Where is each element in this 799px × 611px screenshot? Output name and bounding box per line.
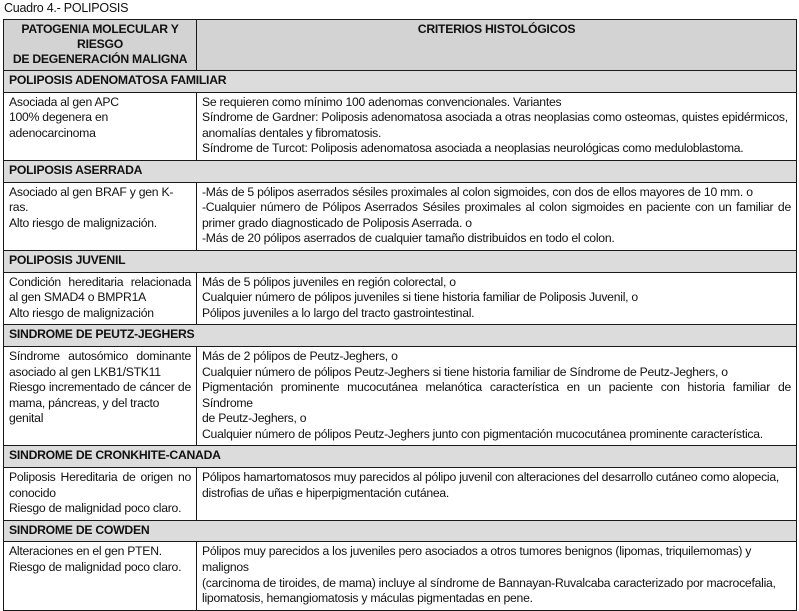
criterios-line: Cualquier número de pólipos Peutz-Jeghers si tiene historia familiar de Síndrome de Peutz-Jeghers, o	[202, 364, 728, 379]
section-title: SINDROME DE COWDEN	[4, 520, 797, 542]
criterios-line: Síndrome de Gardner: Poliposis adenomatosa asociada a otras neoplasias como osteomas, quistes epidérmicos,	[202, 110, 788, 125]
criterios-line: distrofias de uñas e hiperpigmentación cutánea.	[202, 485, 450, 500]
patogenia-line: Riesgo incrementado de cáncer de	[9, 380, 191, 395]
section-title-row	[4, 250, 797, 272]
criterios-line: Pigmentación prominente mucocutánea melanótica característica en un paciente con historia familiar de Síndrome	[202, 380, 791, 410]
section-content-row	[4, 542, 797, 610]
section-title-row	[4, 71, 797, 93]
criterios-line: (carcinoma de tiroides, de mama) incluye al síndrome de Bannayan-Ruvalcaba caracterizado por macrocefalia,	[202, 575, 776, 590]
criterios-cell	[197, 182, 797, 250]
patogenia-line: al gen SMAD4 o BMPR1A	[9, 290, 147, 305]
table-body	[4, 71, 797, 611]
patogenia-cell	[4, 272, 197, 325]
patogenia-line: asociado al gen LKB1/STK11	[9, 364, 161, 379]
criterios-line: primer grado diagnosticado de Poliposis Aserrada. o	[202, 215, 472, 230]
patogenia-line: Alto riesgo de malignización.	[9, 215, 157, 230]
criterios-line: Cualquier número de pólipos juveniles si tiene historia familiar de Poliposis Juvenil, o	[202, 290, 638, 305]
criterios-line: de Peutz-Jeghers, o	[202, 411, 307, 426]
criterios-line: -Más de 20 pólipos aserrados de cualquier tamaño distribuidos en todo el colon.	[202, 231, 615, 246]
criterios-line: -Cualquier número de Pólipos Aserrados Sésiles proximales al colon sigmoides en paciente con un familiar de	[202, 200, 791, 215]
patogenia-line: Poliposis Hereditaria de origen no	[9, 470, 191, 485]
section-title-row	[4, 160, 797, 182]
patogenia-line: 100% degenera en adenocarcinoma	[9, 110, 109, 140]
patogenia-line: Alteraciones en el gen PTEN.	[9, 544, 162, 559]
section-title-row	[4, 520, 797, 542]
patogenia-line: Condición hereditaria relacionada	[9, 274, 191, 289]
criterios-line: Más de 2 pólipos de Peutz-Jeghers, o	[202, 348, 398, 363]
criterios-line: Más de 5 pólipos juveniles en región colorectal, o	[202, 274, 456, 289]
patogenia-line: Síndrome autosómico dominante	[9, 348, 191, 363]
header-patogenia-line2: DE DEGENERACIÓN MALIGNA	[12, 52, 188, 66]
criterios-cell	[197, 272, 797, 325]
section-title: POLIPOSIS ADENOMATOSA FAMILIAR	[4, 71, 797, 93]
section-content-row	[4, 182, 797, 250]
section-content-row	[4, 272, 797, 325]
criterios-cell	[197, 92, 797, 160]
section-content-row	[4, 92, 797, 160]
criterios-line: -Más de 5 pólipos aserrados sésiles proximales al colon sigmoides, con dos de ellos mayores de 10 mm. o	[202, 184, 753, 199]
section-content-row	[4, 346, 797, 446]
criterios-line: Pólipos juveniles a lo largo del tracto gastrointestinal.	[202, 305, 475, 320]
patogenia-line: mama, páncreas, y del tracto genital	[9, 395, 160, 426]
section-title: SINDROME DE PEUTZ-JEGHERS	[4, 325, 797, 347]
patogenia-cell	[4, 182, 197, 250]
section-title-row	[4, 446, 797, 468]
section-content-row	[4, 468, 797, 521]
patogenia-line: Asociado al gen BRAF y gen K-ras.	[9, 184, 174, 215]
patogenia-line: Riesgo de malignidad poco claro.	[9, 560, 182, 575]
criterios-line: lipomatosis, hemangiomatosis y máculas pigmentadas en pene.	[202, 591, 533, 606]
table-caption: Cuadro 4.- POLIPOSIS	[4, 1, 129, 15]
criterios-line: anomalías dentales y fibromatosis.	[202, 125, 382, 140]
section-title: POLIPOSIS JUVENIL	[4, 250, 797, 272]
criterios-cell	[197, 468, 797, 521]
criterios-cell	[197, 542, 797, 610]
criterios-cell	[197, 346, 797, 446]
criterios-line: Síndrome de Turcot: Poliposis adenomatosa asociada a neoplasias neurológicas como meduloblastoma.	[202, 141, 744, 156]
criterios-line: Se requieren como mínimo 100 adenomas convencionales. Variantes	[202, 94, 562, 109]
poliposis-table	[3, 19, 797, 611]
section-title: SINDROME DE CRONKHITE-CANADA	[4, 446, 797, 468]
patogenia-cell	[4, 468, 197, 521]
section-title-row	[4, 325, 797, 347]
section-title: POLIPOSIS ASERRADA	[4, 160, 797, 182]
header-patogenia	[4, 20, 197, 71]
patogenia-cell	[4, 346, 197, 446]
header-patogenia-line1: PATOGENIA MOLECULAR Y RIESGO	[21, 22, 179, 51]
patogenia-cell	[4, 92, 197, 160]
patogenia-cell	[4, 542, 197, 610]
header-criterios: CRITERIOS HISTOLÓGICOS	[197, 20, 797, 71]
criterios-line: Cualquier número de pólipos Peutz-Jeghers junto con pigmentación mucocutánea prominente característica.	[202, 426, 763, 441]
patogenia-line: Riesgo de malignidad poco claro.	[9, 501, 182, 516]
criterios-line: Pólipos hamartomatosos muy parecidos al pólipo juvenil con alteraciones del desarrollo cutáneo como alopecia,	[202, 470, 780, 485]
header-row	[4, 20, 797, 71]
criterios-line: Pólipos muy parecidos a los juveniles pero asociados a otros tumores benignos (lipomas, triquilemomas) y malignos	[202, 544, 752, 575]
patogenia-line: Asociada al gen APC	[9, 94, 119, 109]
patogenia-line: Alto riesgo de malignización	[9, 305, 154, 320]
patogenia-line: conocido	[9, 485, 56, 500]
